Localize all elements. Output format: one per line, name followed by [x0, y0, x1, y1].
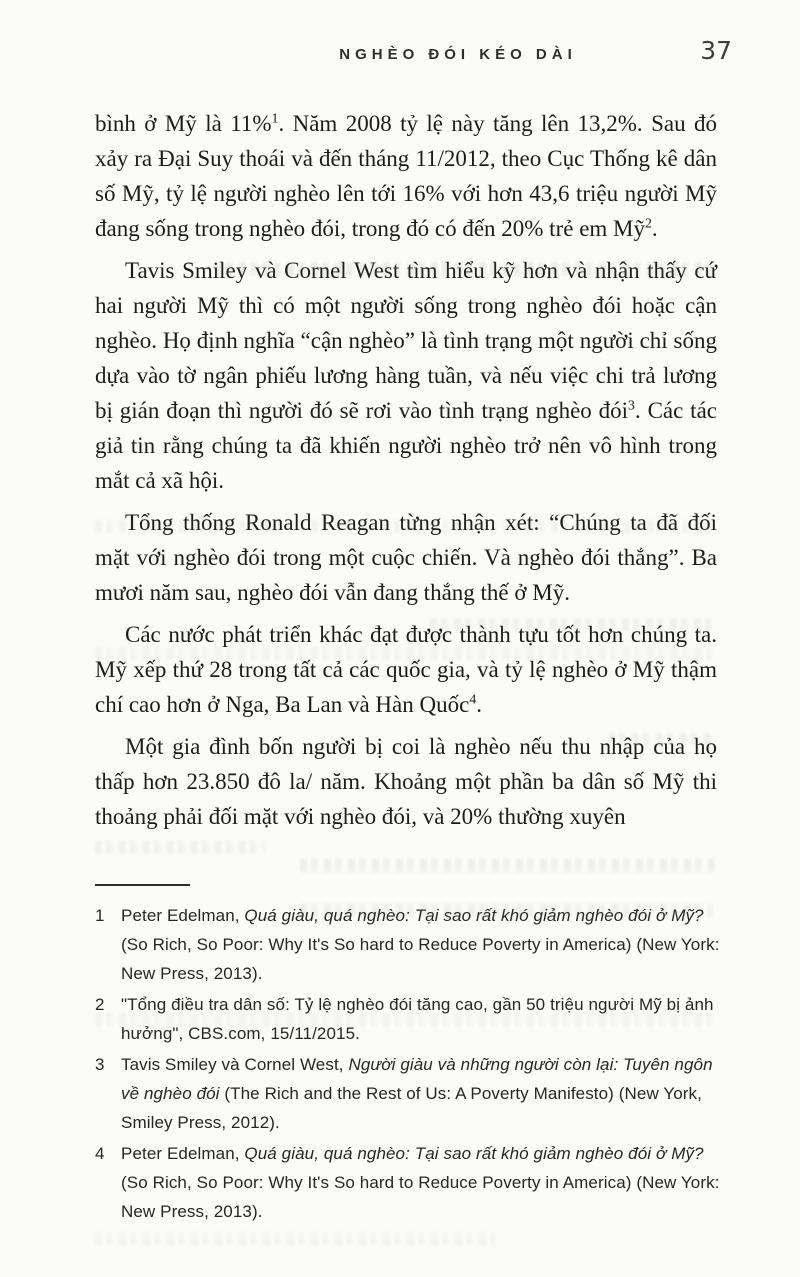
text-segment: . [651, 216, 658, 241]
text-segment: (So Rich, So Poor: Why It's So hard to Reduce Poverty in America) (New York: New Press, 2013). [121, 935, 720, 983]
page-bleed-artifact [300, 859, 715, 872]
footnote-reference-superscript: 2 [645, 215, 652, 231]
footnotes-section [95, 901, 721, 1228]
footnote-item [95, 1050, 721, 1137]
running-header-title: NGHÈO ĐÓI KÉO DÀI [339, 46, 577, 63]
page-bleed-artifact [215, 263, 712, 276]
text-segment: Quá giàu, quá nghèo: Tại sao rất khó giảm nghèo đói ở Mỹ? [244, 906, 704, 925]
text-segment: . [476, 692, 482, 717]
text-segment: Peter Edelman, [121, 1144, 245, 1163]
text-segment: Tavis Smiley và Cornel West, [121, 1055, 349, 1074]
text-segment: "Tổng điều tra dân số: Tỷ lệ nghèo đói tăng cao, gần 50 triệu người Mỹ bị ảnh hưởng", CBS.com, 15/11/2015. [121, 995, 714, 1043]
page-bleed-artifact [430, 618, 715, 631]
text-segment: bình ở Mỹ là 11% [95, 111, 272, 136]
footnote-number: 4 [95, 1144, 105, 1163]
page-bleed-artifact [300, 904, 712, 917]
footnote-reference-superscript: 3 [628, 397, 635, 413]
text-segment: Peter Edelman, [121, 906, 245, 925]
page-number: 37 [700, 36, 732, 65]
body-text [95, 106, 717, 841]
paragraph [95, 106, 717, 246]
text-segment: Người giàu và những người còn lại: Tuyên ngôn về nghèo đói [121, 1055, 713, 1103]
footnote-number: 2 [95, 995, 105, 1014]
text-segment: Tổng thống Ronald Reagan từng nhận xét: “Chúng ta đã đối mặt với nghèo đói trong một cuộc chiến. Và nghèo đói thắng”. Ba mươi năm sau, nghèo đói vẫn đang thắng thế ở Mỹ. [95, 510, 717, 605]
text-segment: Một gia đình bốn người bị coi là nghèo nếu thu nhập của họ thấp hơn 23.850 đô la/ năm. Khoảng một phần ba dân số Mỹ thi thoảng phải đối mặt với nghèo đói, và 20% thường xuyên [95, 734, 717, 829]
text-segment: . Các tác giả tin rằng chúng ta đã khiến người nghèo trở nên vô hình trong mắt cả xã hội. [95, 398, 717, 493]
paragraph [95, 617, 717, 722]
footnote-separator [95, 884, 190, 886]
text-segment: . Năm 2008 tỷ lệ này tăng lên 13,2%. Sau đó xảy ra Đại Suy thoái và đến tháng 11/2012, theo Cục Thống kê dân số Mỹ, tỷ lệ người nghèo lên tới 16% với hơn 43,6 triệu người Mỹ đang sống trong nghèo đói, trong đó có đến 20% trẻ em Mỹ [95, 111, 717, 241]
page-bleed-artifact [608, 733, 715, 746]
text-segment: Quá giàu, quá nghèo: Tại sao rất khó giảm nghèo đói ở Mỹ? [244, 1144, 704, 1163]
footnote-reference-superscript: 4 [469, 691, 477, 707]
text-segment: (The Rich and the Rest of Us: A Poverty Manifesto) (New York, Smiley Press, 2012). [121, 1084, 702, 1132]
text-segment: Các nước phát triển khác đạt được thành tựu tốt hơn chúng ta. Mỹ xếp thứ 28 trong tất cả các quốc gia, và tỷ lệ nghèo ở Mỹ thậm chí cao hơn ở Nga, Ba Lan và Hàn Quốc [95, 622, 717, 717]
text-segment: (So Rich, So Poor: Why It's So hard to Reduce Poverty in America) (New York: New Press, 2013). [121, 1173, 720, 1221]
page-bleed-artifact [95, 841, 265, 854]
page-bleed-artifact [95, 1232, 495, 1245]
page-bleed-artifact [95, 1013, 713, 1026]
paragraph [95, 253, 717, 498]
footnote-item [95, 1139, 721, 1226]
page-bleed-artifact [95, 647, 715, 660]
footnote-text [121, 1139, 721, 1226]
page-bleed-artifact [95, 520, 715, 533]
footnote-text [121, 1050, 721, 1137]
footnote-number: 3 [95, 1055, 105, 1074]
footnote-number: 1 [95, 906, 105, 925]
text-segment: Tavis Smiley và Cornel West tìm hiểu kỹ hơn và nhận thấy cứ hai người Mỹ thì có một người sống trong nghèo đói hoặc cận nghèo. Họ định nghĩa “cận nghèo” là tình trạng một người chỉ sống dựa vào tờ ngân phiếu lương hàng tuần, và nếu việc chi trả lương bị gián đoạn thì người đó sẽ rơi vào tình trạng nghèo đói [95, 258, 717, 423]
footnote-reference-superscript: 1 [271, 110, 279, 126]
